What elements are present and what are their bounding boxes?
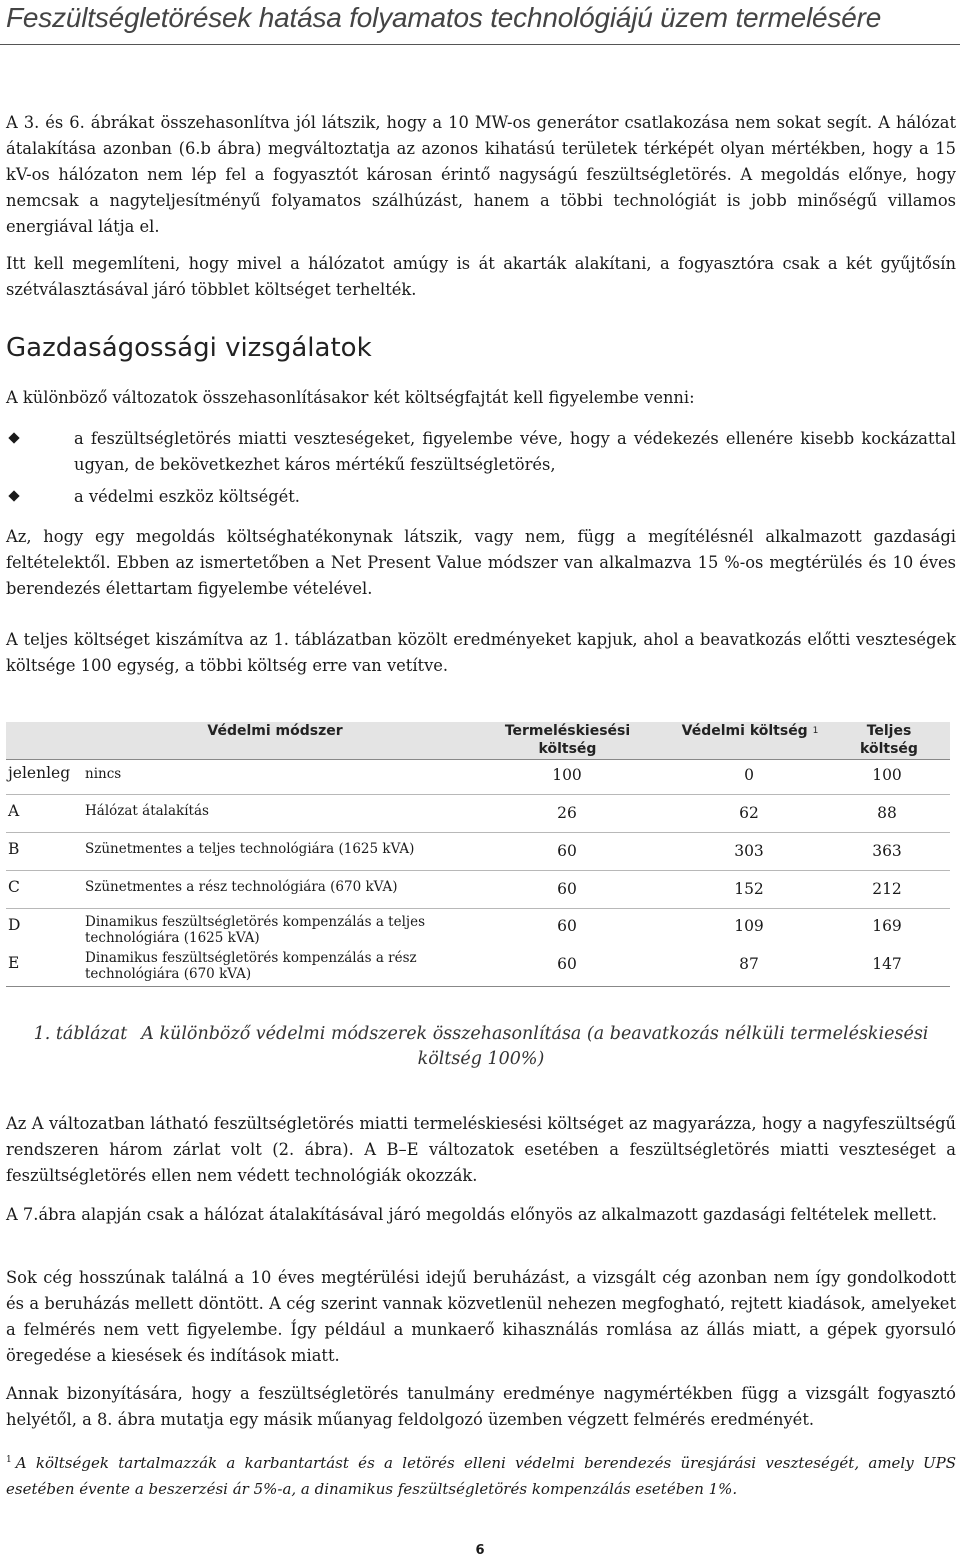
- bullet-icon: [8, 432, 20, 444]
- section-paragraph-2: Az, hogy egy megoldás költséghatékonynak látszik, vagy nem, függ a megítélésnél alkalmazott gazdasági feltételektől. Ebben az ismertetőben a Net Present Value módszer van alkalmazva 15 %-os megtérülés és 10 éves berendezés élettartam figyelembe vételével.: [6, 527, 956, 598]
- after-paragraph-3: Sok cég hosszúnak találná a 10 éves megtérülési idejű beruházást, a vizsgált cég azonban nem így gondolkodott és a beruházás mellett döntött. A cég szerint vannak közvetlenül nehezen megfogható, rejtett kiadások, amelyeket a felmérés nem vett figyelembe. Így például a munkaerő kihasználás romlása az állás miatt, a gépek gyorsuló öregedése a kiesések és indítások miatt.: [6, 1268, 956, 1365]
- bullet-item-1: a feszültségletörés miatti veszteségeket, figyelembe véve, hogy a védekezés ellenére kisebb kockázattal ugyan, de bekövetkezhet káros mértékű feszültségletörés,: [74, 429, 956, 474]
- page-number: 6: [475, 1543, 485, 1558]
- header-protection-cost: Védelmi költség $^1$: [681, 723, 819, 739]
- bullet-item-2: a védelmi eszköz költségét.: [74, 487, 300, 506]
- table-rule: [6, 832, 950, 833]
- running-header: Feszültségletörések hatása folyamatos technológiájú üzem termelésére: [6, 2, 882, 33]
- table-rule: [6, 870, 950, 871]
- table-rule: [6, 759, 950, 760]
- after-paragraph-4: Annak bizonyítására, hogy a feszültségletörés tanulmány eredménye nagymértékben függ a vizsgált fogyasztó helyétől, a 8. ábra mutatja egy másik műanyag feldolgozó üzemben végzett felmérés eredményét.: [6, 1384, 956, 1429]
- after-paragraph-1: Az A változatban látható feszültségletörés miatti termeléskiesési költséget az magyarázza, hogy a nagyfeszültségű rendszeren három zárlat volt (2. ábra). A B–E változatok esetében a feszültségletörés miatti veszteséget a feszültségletörés ellen nem védett technológiák okozzák.: [6, 1114, 956, 1185]
- header-total-cost: Teljes költség: [860, 723, 918, 757]
- document-page: Feszültségletörések hatása folyamatos technológiájú üzem termelésére A 3. és 6. ábrákat összehasonlítva jól látszik, hogy a 10 MW-os generátor csatlakozása nem sokat segít. A hálózat átalakítása azonban (6.b ábra) megváltoztatja az azonos kihatású területek térképét olyan mértékben, hogy a 15 kV-os hálózaton nem lép fel a fogyasztót károsan érintő nagyságú feszültségletörés. A megoldás előnye, hogy nemcsak a nagyteljesítményű folyamatos szálhúzást, hanem a többi technológiát is jobb minőségű villamos energiával látja el. Itt kell megemlíteni, hogy mivel a hálózatot amúgy is át akarták alakítani, a fogyasztóra csak a két gyűjtősín szétválasztásával járó többlet költséget terhelték. Gazdaságossági vizsgálatok A különböző változatok összehasonlításakor két költségfajtát kell figyelembe venni: a feszültségletörés miatti veszteségeket, figyelembe véve, hogy a védekezés ellenére kisebb kockázattal ugyan, de bekövetkezhet káros mértékű feszültségletörés, a védelmi eszköz költségét. Az, hogy egy megoldás költséghatékonynak látszik, vagy nem, függ a megítélésnél alkalmazott gazdasági feltételektől. Ebben az ismertetőben a Net Present Value módszer van alkalmazva 15 %-os megtérülés és 10 éves berendezés élettartam figyelembe vételével. A teljes költséget kiszámítva az 1. táblázatban közölt eredményeket kapjuk, ahol a beavatkozás előtti veszteségek költsége 100 egység, a többi költség erre van vetítve. Védelmi módszer Termeléskiesési költség Védelmi költség $^1$ Teljes költség jelenleg nincs 100 0 100 A Hálózat átalakítás 26 62 88 B Szünetmentes a teljes technológiára (1625 kVA) 60 303 363 C Szünetmentes a rész technológiára (670 kVA) 60 152 212 D Dinamikus feszültségletörés kompenzálás a teljes technológiára (1625 kVA) 60 109 169 E Dinamikus feszültségletörés kompenzálás a rész technológiára (670 kVA) 60 87 147 1. táblázat A különböző védelmi módszerek összehasonlítása (a beavatkozás nélküli termeléskiesési költség 100%) Az A változatban látható feszültségletörés miatti termeléskiesési költséget az magyarázza, hogy a nagyfeszültségű rendszeren három zárlat volt (2. ábra). A B–E változatok esetében a feszültségletörés miatti veszteséget a feszültségletörés ellen nem védett technológiák okozzák. A 7.ábra alapján csak a hálózat átalakításával járó megoldás előnyös az alkalmazott gazdasági feltételek mellett. Sok cég hosszúnak találná a 10 éves megtérülési idejű beruházást, a vizsgált cég azonban nem így gondolkodott és a beruházás mellett döntött. A cég szerint vannak közvetlenül nehezen megfogható, rejtett kiadások, amelyeket a felmérés nem vett figyelembe. Így például a munkaerő kihasználás romlása az állás miatt, a gépek gyorsuló öregedése a kiesések és indítások miatt. Annak bizonyítására, hogy a feszültségletörés tanulmány eredménye nagymértékben függ a vizsgált fogyasztó helyétől, a 8. ábra mutatja egy másik műanyag feldolgozó üzemben végzett felmérés eredményét. $^1$ A költségek tartalmazzák a karbantartást és a letörés elleni védelmi berendezés üresjárási veszteségét, amely UPS esetében évente a beszerzési ár 5%-a, a dinamikus feszültségletörés kompenzálás esetében 1%. 6: [0, 0, 960, 1562]
- section-paragraph-1: A különböző változatok összehasonlításakor két költségfajtát kell figyelembe venni:: [6, 388, 695, 407]
- intro-paragraph-1: A 3. és 6. ábrákat összehasonlítva jól látszik, hogy a 10 MW-os generátor csatlakozása nem sokat segít. A hálózat átalakítása azonban (6.b ábra) megváltoztatja az azonos kihatású területek térképét olyan mértékben, hogy a 15 kV-os hálózaton nem lép fel a fogyasztót károsan érintő nagyságú feszültségletörés. A megoldás előnye, hogy nemcsak a nagyteljesítményű folyamatos szálhúzást, hanem a többi technológiát is jobb minőségű villamos energiával látja el.: [6, 113, 956, 236]
- bullet-icon: [8, 490, 20, 502]
- header-method: Védelmi módszer: [207, 723, 343, 739]
- table-rule: [6, 986, 950, 987]
- table-rule: [6, 794, 950, 795]
- footnote: $^1$ A költségek tartalmazzák a karbantartást és a letörés elleni védelmi berendezés üresjárási veszteségét, amely UPS esetében évente a beszerzési ár 5%-a, a dinamikus feszültségletörés kompenzálás esetében 1%.: [6, 1454, 956, 1498]
- footnote-mark: 1: [6, 1455, 12, 1465]
- section-heading: Gazdaságossági vizsgálatok: [6, 333, 372, 363]
- after-paragraph-2: A 7.ábra alapján csak a hálózat átalakításával járó megoldás előnyös az alkalmazott gazdasági feltételek mellett.: [6, 1205, 938, 1224]
- intro-paragraph-2: Itt kell megemlíteni, hogy mivel a hálózatot amúgy is át akarták alakítani, a fogyasztóra csak a két gyűjtősín szétválasztásával járó többlet költséget terhelték.: [6, 254, 956, 299]
- section-paragraph-3: A teljes költséget kiszámítva az 1. táblázatban közölt eredményeket kapjuk, ahol a beavatkozás előtti veszteségek költsége 100 egység, a többi költség erre van vetítve.: [6, 630, 956, 675]
- header-rule: [0, 44, 960, 45]
- footnote-ref: 1: [812, 726, 819, 736]
- table-caption: 1. táblázat A különböző védelmi módszerek összehasonlítása (a beavatkozás nélküli termeléskiesési költség 100%): [33, 1024, 929, 1069]
- header-production-loss: Termeléskiesési költség: [504, 723, 631, 757]
- table-rule: [6, 908, 950, 909]
